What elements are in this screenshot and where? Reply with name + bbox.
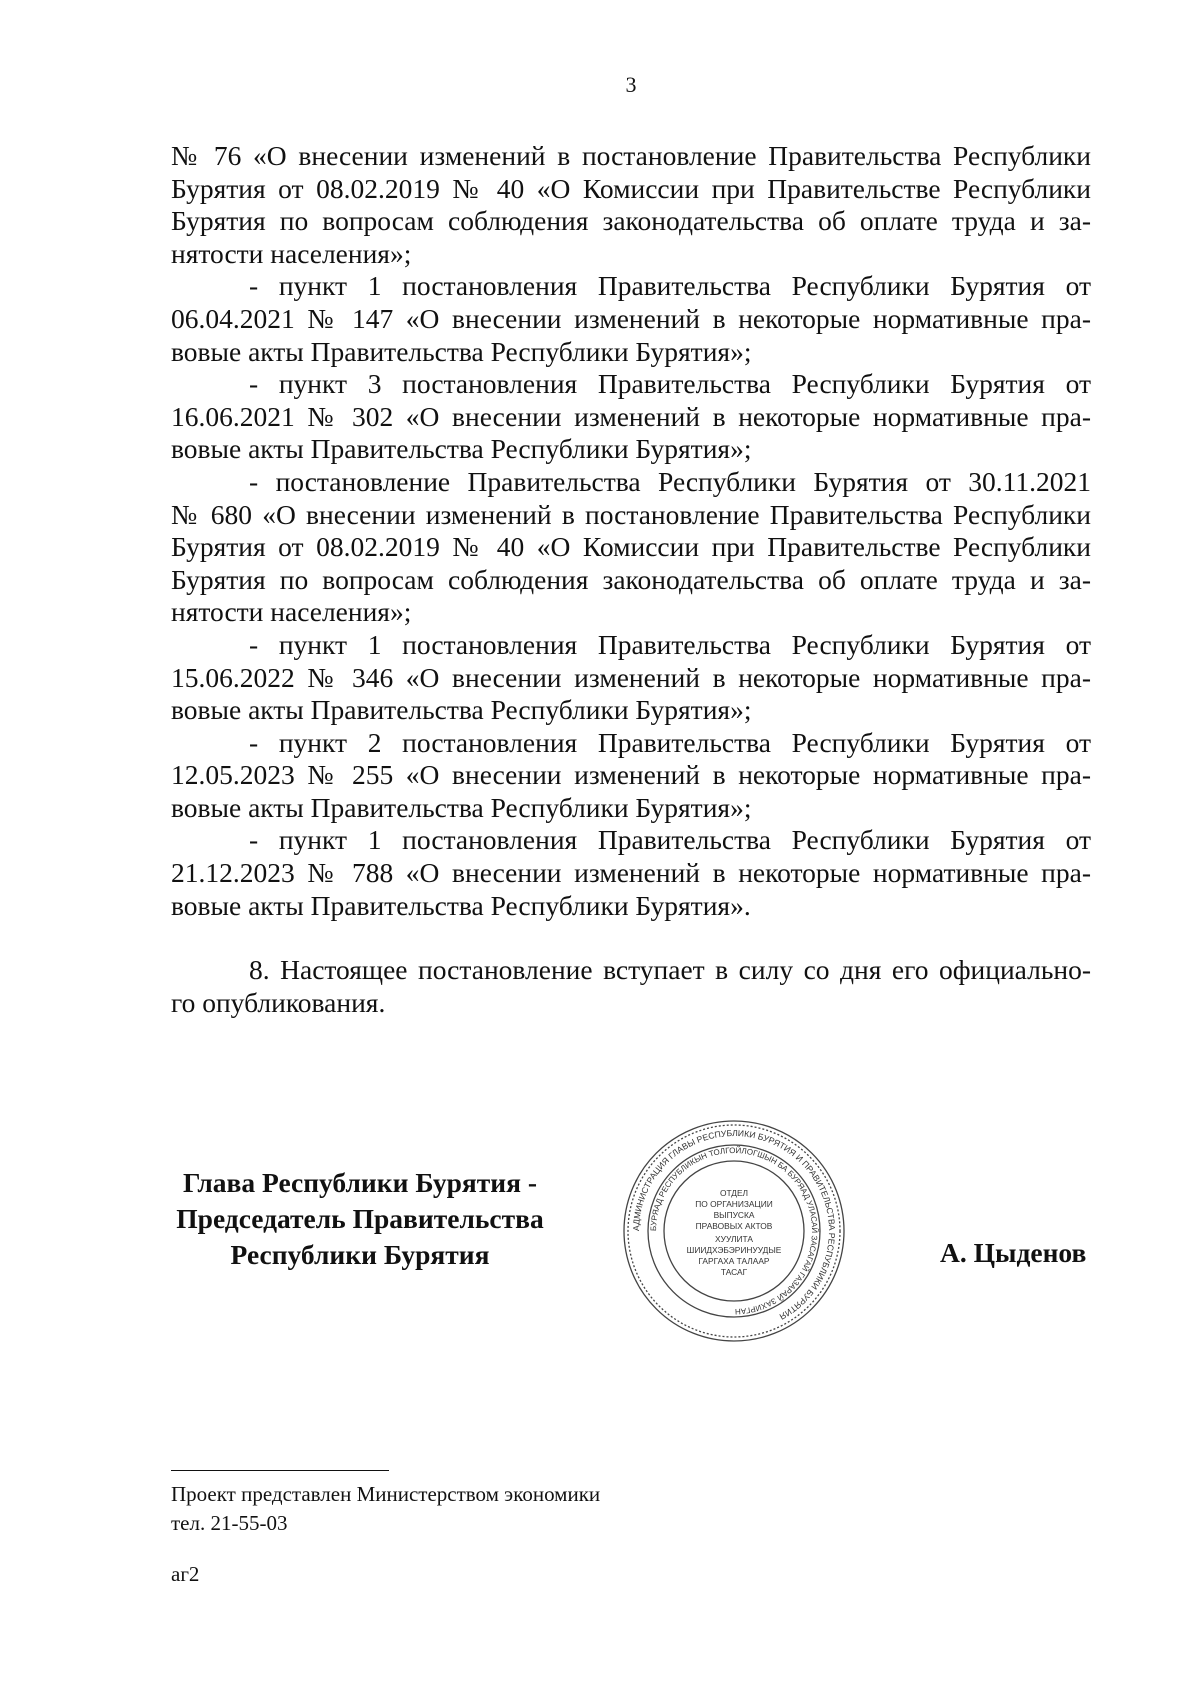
body-line: - пункт 2 постановления Правительства Республики Бурятия от: [249, 726, 1091, 758]
body-line: 16.06.2021 № 302 «О внесении изменений в некоторые нормативные пра-: [171, 400, 1091, 432]
body-line: вовые акты Правительства Республики Бурятия».: [171, 889, 751, 921]
seal-inner-ring-text: БУРЯАД РЕСПУБЛИКЫН ТОЛГОЙЛОГШЫН БА БУРЯАД УЛАСАЙ ЗАСАГАЙ ГАЗАРАЙ ЗАХИРГАН: [648, 1145, 820, 1317]
paragraph-spacer: [171, 922, 1091, 954]
seal-center-line: ТАСАГ: [720, 1267, 748, 1277]
seal-center-line: ГАРГАХА ТАЛААР: [698, 1256, 770, 1266]
body-line: 21.12.2023 № 788 «О внесении изменений в некоторые нормативные пра-: [171, 857, 1091, 889]
body-line: - пункт 1 постановления Правительства Республики Бурятия от: [249, 824, 1091, 856]
body-line: вовые акты Правительства Республики Бурятия»;: [171, 694, 752, 726]
body-line: - пункт 3 постановления Правительства Республики Бурятия от: [249, 368, 1091, 400]
signatory-title-line: Председатель Правительства: [176, 1203, 544, 1234]
body-text: [171, 140, 1091, 1019]
body-line: - пункт 1 постановления Правительства Республики Бурятия от: [249, 270, 1091, 302]
body-line: го опубликования.: [171, 986, 386, 1018]
body-line: 15.06.2022 № 346 «О внесении изменений в некоторые нормативные пра-: [171, 661, 1091, 693]
body-line: № 680 «О внесении изменений в постановление Правительства Республики: [171, 498, 1091, 530]
body-line: Бурятия по вопросам соблюдения законодательства об оплате труда и за-: [171, 205, 1091, 237]
body-line: нятости населения»;: [171, 596, 412, 628]
signatory-title-line: Глава Республики Бурятия -: [182, 1167, 538, 1198]
seal-center-line: ШИИДХЭБЭРИНУУДЫЕ: [686, 1245, 782, 1255]
body-line: вовые акты Правительства Республики Бурятия»;: [171, 433, 752, 465]
official-seal: [621, 1118, 847, 1344]
body-line: Бурятия от 08.02.2019 № 40 «О Комиссии при Правительстве Республики: [171, 531, 1091, 563]
footnote-rule: [171, 1470, 389, 1471]
body-line: 8. Настоящее постановление вступает в силу со дня его официально-: [249, 954, 1091, 986]
body-line: - постановление Правительства Республики Бурятия от 30.11.2021: [249, 465, 1091, 497]
seal-outer-ring-text: АДМИНИСТРАЦИЯ ГЛАВЫ РЕСПУБЛИКИ БУРЯТИЯ И ПРАВИТЕЛЬСТВА РЕСПУБЛИКИ БУРЯТИЯ: [630, 1127, 838, 1322]
body-line: вовые акты Правительства Республики Бурятия»;: [171, 335, 752, 367]
footnote: [171, 1480, 600, 1538]
body-line: вовые акты Правительства Республики Бурятия»;: [171, 791, 752, 823]
signatory-name: А. Цыденов: [940, 1237, 1087, 1268]
document-code: аг2: [171, 1562, 200, 1586]
body-line: 06.04.2021 № 147 «О внесении изменений в некоторые нормативные пра-: [171, 302, 1091, 334]
body-line: Бурятия по вопросам соблюдения законодательства об оплате труда и за-: [171, 563, 1091, 595]
footnote-line: Проект представлен Министерством экономики: [171, 1482, 601, 1506]
seal-center-line: ХУУЛИТА: [715, 1234, 753, 1244]
body-line: нятости населения»;: [171, 237, 412, 269]
seal-center-line: ВЫПУСКА: [713, 1210, 755, 1220]
page-number: 3: [625, 72, 637, 97]
body-line: 12.05.2023 № 255 «О внесении изменений в некоторые нормативные пра-: [171, 759, 1091, 791]
body-line: Бурятия от 08.02.2019 № 40 «О Комиссии при Правительстве Республики: [171, 172, 1091, 204]
seal-center-line: ПО ОРГАНИЗАЦИИ: [695, 1199, 773, 1209]
signature-block: [150, 1165, 570, 1273]
signatory-title-line: Республики Бурятия: [230, 1239, 490, 1270]
seal-center-line: ПРАВОВЫХ АКТОВ: [695, 1221, 773, 1231]
body-line: - пункт 1 постановления Правительства Республики Бурятия от: [249, 628, 1091, 660]
seal-center-line: ОТДЕЛ: [719, 1188, 749, 1198]
body-line: № 76 «О внесении изменений в постановление Правительства Республики: [171, 140, 1091, 171]
footnote-line: тел. 21-55-03: [171, 1511, 288, 1535]
